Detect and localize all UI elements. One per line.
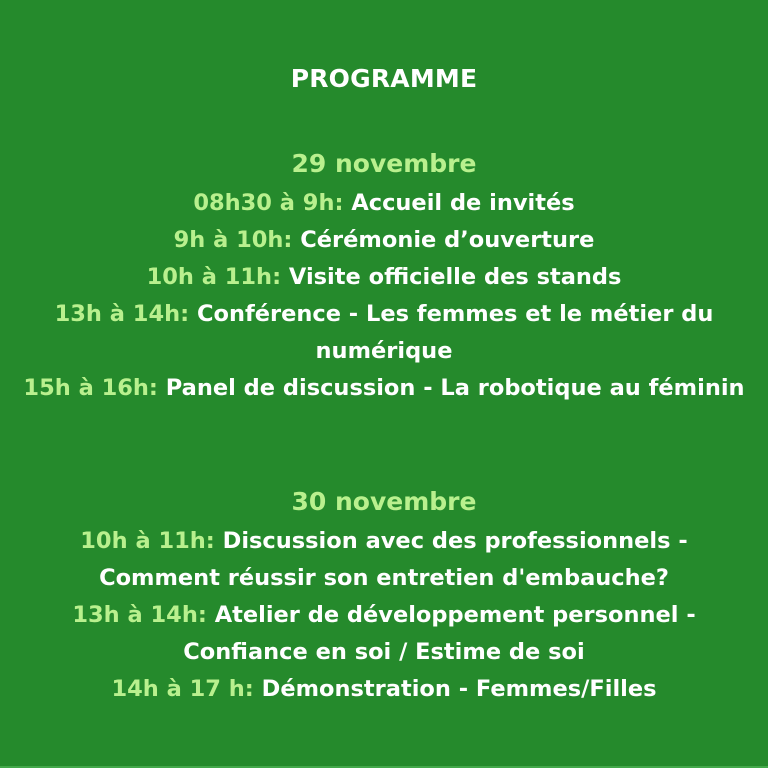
schedule-item-workshop [20, 597, 748, 671]
schedule-time: 10h à 11h: [80, 528, 215, 554]
schedule-time: 13h à 14h: [72, 602, 207, 628]
schedule-description: Panel de discussion - La robotique au féminin [165, 375, 745, 401]
schedule-description: Visite officielle des stands [288, 264, 622, 290]
schedule-item-demonstration [20, 671, 748, 708]
schedule-item-welcome [20, 185, 748, 222]
schedule-day-1 [20, 185, 748, 407]
schedule-description: Conférence - Les femmes et le métier du numérique [196, 301, 714, 364]
schedule-time: 08h30 à 9h: [193, 190, 344, 216]
day-heading-30-novembre: 30 novembre [291, 487, 477, 516]
schedule-item-opening [20, 222, 748, 259]
day-heading-29-novembre: 29 novembre [291, 149, 477, 178]
schedule-description: Cérémonie d’ouverture [300, 227, 595, 253]
schedule-item-discussion [20, 523, 748, 597]
schedule-time: 14h à 17 h: [111, 676, 254, 702]
schedule-item-conference [20, 296, 748, 370]
schedule-description: Démonstration - Femmes/Filles [261, 676, 657, 702]
schedule-time: 15h à 16h: [23, 375, 158, 401]
program-title: PROGRAMME [290, 64, 478, 93]
schedule-day-2 [20, 523, 748, 708]
schedule-time: 13h à 14h: [54, 301, 190, 327]
schedule-description: Discussion avec des professionnels - Comment réussir son entretien d'embauche? [99, 528, 688, 591]
schedule-time: 10h à 11h: [146, 264, 282, 290]
schedule-time: 9h à 10h: [173, 227, 293, 253]
schedule-item-stands [20, 259, 748, 296]
schedule-item-panel [20, 370, 748, 407]
schedule-description: Accueil de invités [351, 190, 575, 216]
schedule-description: Atelier de développement personnel - Confiance en soi / Estime de soi [183, 602, 696, 665]
